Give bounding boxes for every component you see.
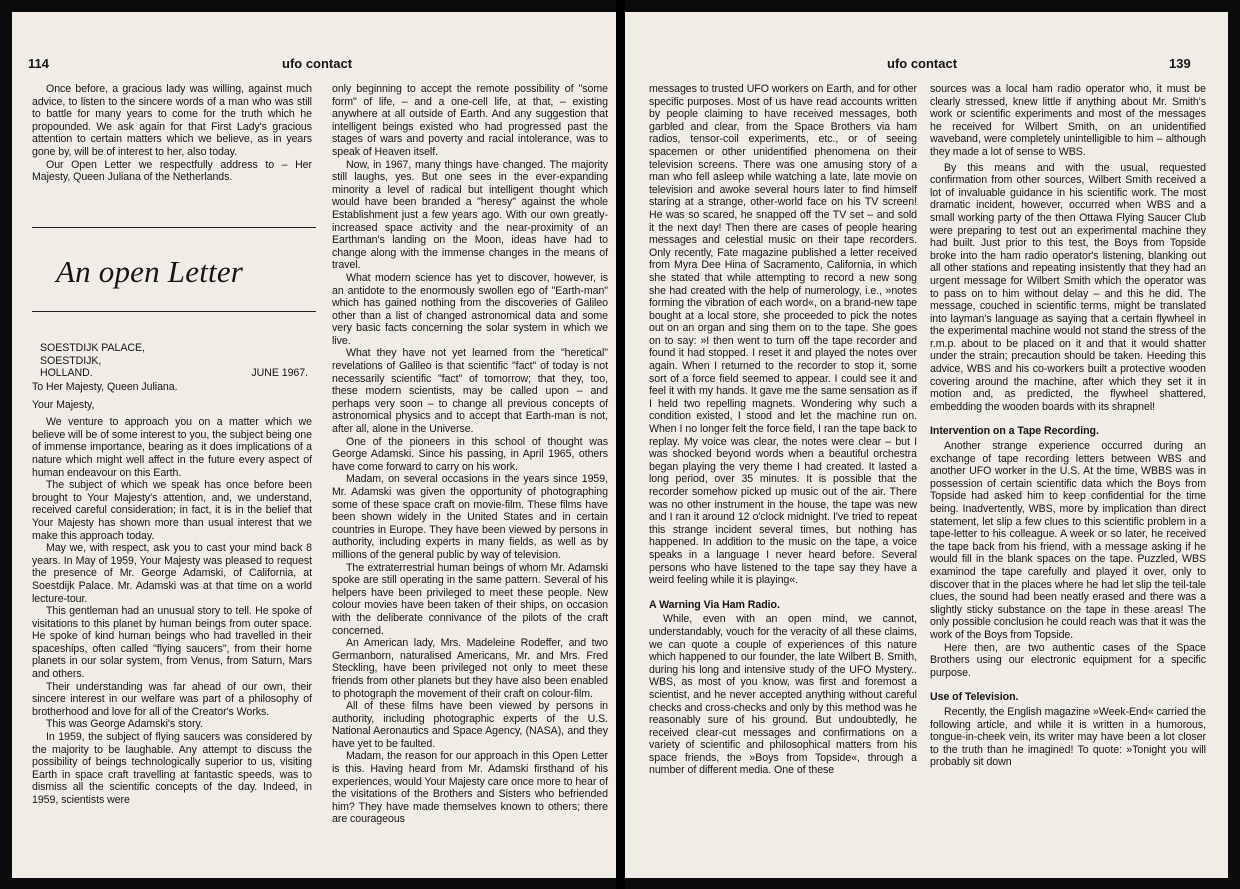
paragraph: We venture to approach you on a matter which we believe will be of some interest to you, the subject being one of immense importance, bearing as it does implications of a nature which might well affect in the future every aspect of human endeavour on this Earth.	[32, 416, 312, 479]
paragraph: Now, in 1967, many things have changed. The majority still laughs, yes. But one sees in the ever-expanding minority a level of radical but intelligent thought which would have been branded a "heresy" against the whole Establishment just a few years ago. With our own greatly-increased space activity and the near-proximity of an Earthman's landing on the Moon, ideas have had to change along with the immense changes in the means of travel.	[332, 158, 608, 272]
paragraph: An American lady, Mrs. Madeleine Rodeffer, and two Germanborn, naturalised Americans, Mr. and Mrs. Fred Steckling, have been privileged not only to meet these friends from other planets but they have also been enabled to photograph the movement of their craft on colour-film.	[332, 637, 608, 700]
left-col1-body	[32, 381, 312, 807]
paragraph: Madam, the reason for our approach in this Open Letter is this. Having heard from Mr. Adamski firsthand of his experiences, would Your Majesty care once more to hear of the visitations of the Brothers and Sisters who befriended him? They have made themselves known to others; there are courageous	[332, 750, 608, 826]
paragraph: Here then, are two authentic cases of the Space Brothers using our electronic equipment for a specific purpose.	[930, 641, 1206, 679]
paragraph: Madam, on several occasions in the years since 1959, Mr. Adamski was given the opportunity of photographing some of these space craft on movie-film. These films have been shown widely in the United States and in certain countries in Europe. They have been viewed by persons in authority, including experts in many fields, as well as by millions of the general public by way of television.	[332, 473, 608, 561]
paragraph: In 1959, the subject of flying saucers was considered by the majority to be laughable. Any attempt to discuss the possibility of beings technologically superior to us, visiting Earth in space craft travelling at fantastic speeds, was to dismiss all the scientific concepts of the day. Indeed, in 1959, scientists were	[32, 731, 312, 806]
paragraph: Once before, a gracious lady was willing, against much advice, to listen to the sincere words of a man who was still to battle for many years to come for the truth which he propounded. We ask again for that First Lady's gracious attention to certain matters which we believe, as in years gone by, will be of interest to her, also today.	[32, 83, 312, 158]
paragraph: All of these films have been viewed by persons in authority, including photographic experts of the U.S. National Aeronautics and Space Agency, (NASA), and they have yet to be faulted.	[332, 700, 608, 750]
right-page	[625, 12, 1228, 878]
section-heading: Use of Television.	[930, 691, 1019, 704]
paragraph: Their understanding was far ahead of our own, their sincere interest in our welfare was part of a philosophy of brotherhood and love for all of the Creator's Works.	[32, 680, 312, 718]
right-col1	[649, 83, 917, 777]
paragraph: The extraterrestrial human beings of whom Mr. Adamski spoke are still operating in the same pattern. Several of his helpers have been privileged to meet these people. New colour movies have been taken of their ships, on occasion with the deliberate connivance of the pilots of the craft concerned.	[332, 561, 608, 637]
section-heading: Intervention on a Tape Recording.	[930, 425, 1099, 438]
left-page	[12, 12, 616, 878]
section-heading: A Warning Via Ham Radio.	[649, 598, 780, 611]
letter-date: JUNE 1967.	[251, 367, 308, 380]
address-line: SOESTDIJK PALACE,	[40, 342, 145, 354]
paragraph: By this means and with the usual, requested confirmation from other sources, Wilbert Smith received a lot of invaluable guidance in his scientific work. The most dramatic incident, however, occurred when WBS and a small working party of the then Ottawa Flying Saucer Club were preparing to test out an experimental machine they had built. Just prior to this test, the Boys from Topside broke into the ham radio operator's listening, blanking out all other stations and repeating insistently that they had an urgent message for Wilbert Smith which the operator was to pass on to him without delay – and this he did. The message, couched in scientific terms, might be translated into layman's language as saying that a certain flywheel in the experimental machine would not stand the stress of the r.m.p. about to be placed on it and that it would shatter under the strain; precaution should be taken. Heeding this advice, WBS and his co-workers built a protective wooden covering around the machine, after which they set it in motion and, as predicted, the flywheel shattered, embedding the wooden boards with its shrapnel!	[930, 161, 1206, 413]
divider	[32, 311, 316, 312]
paragraph: Recently, the English magazine »Week-End« carried the following article, and while it is written in a humorous, tongue-in-cheek vein, its writer may have been a lot closer to the truth than he imagined! To quote: »Tonight you will probably sit down	[930, 705, 1206, 769]
paragraph: messages to trusted UFO workers on Earth, and for other specific purposes. Most of us have read accounts written by people claiming to have received messages, both garbled and clear, from the Space Brothers via ham radios, tensor-coil experiments, etc., or of seeing spacemen or other unidentified phenomena on their television screens. There was one amusing story of a man who fell asleep while watching a late, late movie on television and awoke several hours later to find himself staring at a strange, other-world face on his TV screen! He was so scared, he snapped off the TV set – and sold it the next day! Then there are cases of people hearing messages and celestial music on their tape recorders. Only recently, Fate magazine published a letter received from Myra Dee Hina of Sacramento, California, in which she stated that while attempting to record a new song she had created with the help of numerology, i.e., »notes forming the vibration of each word«, on a brand-new tape bought at a local store, she proceeded to pick the notes out on an organ and sing them on to the tape. She goes on to say: »I then went to turn off the tape recorder and found it had stopped. I reset it and played the notes over again. When I returned to the recorder to stop it, some sort of a force field seemed to appear. I could see it and feel it with my hands. It gave me the same sensation as if I held two repelling magnets. Wondering why such a condition existed, I stood and let the machine run on. When I no longer felt the force field, I ran the tape back to replay. My voice was clear, the notes were clear – but I was shocked beyond words when a beautiful orchestra began playing the very theme I had created. It lasted a long period, over 35 minutes. It is possible that the recorder somehow picked up music out of the air. There was no other instrument in the house, the tape was new and I ran it around 12 o'clock midnight. I've tried to repeat this strange incident several times, but nothing has happened. In addition to the music on the tape, a voice speaks in a language I never heard before. Several persons who have listened to the tape say they have a weird feeling while it is playing«.	[649, 83, 917, 587]
paragraph: May we, with respect, ask you to cast your mind back 8 years. In May of 1959, Your Majesty was pleased to request the presence of Mr. George Adamski, of California, at Soestdijk Palace. Mr. Adamski was at that time on a world lecture-tour.	[32, 542, 312, 605]
paragraph: What they have not yet learned from the "heretical" revelations of Galileo is that scientific "fact" of today is not necessarily scientific "fact" of tomorrow; that they, too, these modern scientists, may be called upon – and perhaps very soon – to change all previous concepts of astronomical physics and to accept that Earth-man is not, after all, alone in the Universe.	[332, 347, 608, 436]
address-line: SOESTDIJK,	[40, 354, 102, 367]
paragraph: This gentleman had an unusual story to tell. He spoke of visitations to this planet by human beings from outer space. He spoke of kind human beings who had travelled in their spaceships, often called "flying saucers", from their home planets in our solar system, from Venus, from Saturn, Mars and others.	[32, 605, 312, 681]
left-col1-intro	[32, 83, 312, 184]
paragraph: The subject of which we speak has once before been brought to Your Majesty's attention, and, we understand, received careful consideration; in fact, it is in the belief that Your Majesty has shown more than usual interest that we make this approach today.	[32, 479, 312, 542]
divider	[32, 227, 316, 228]
address-block	[40, 342, 308, 380]
paragraph: What modern science has yet to discover, however, is an antidote to the enormously swollen ego of "Earth-man" which has gained nothing from the discoveries of Galileo other than a list of changed astronomical data and some very basic facts concerning the solar system in which we live.	[332, 271, 608, 347]
running-head: ufo contact	[887, 56, 958, 71]
paragraph: One of the pioneers in this school of thought was George Adamski. Since his passing, in April 1965, others have come forward to carry on his work.	[332, 435, 608, 473]
paragraph: This was George Adamski's story.	[46, 718, 203, 731]
article-headline: An open Letter	[56, 254, 244, 289]
paragraph: Our Open Letter we respectfully address to – Her Majesty, Queen Juliana of the Netherlands.	[32, 158, 312, 184]
page-number: 114	[28, 56, 49, 71]
right-col2	[930, 83, 1206, 769]
paragraph: While, even with an open mind, we cannot, understandably, vouch for the veracity of all these claims, we can quote a couple of experiences of this nature which happened to our founder, the late Wilbert B. Smith, during his long and intensive study of the UFO Mystery.. WBS, as most of you know, was first and foremost a scientist, and he never accepted anything without careful checks and cross-checks and only by this method was he reasonably sure of his ground. But undoubtedly, he received clear-cut messages and confirmations on a variety of scientific and philosophical matters from his space friends, the »Boys from Topside«, through a number of different media. One of these	[649, 613, 917, 777]
paragraph: only beginning to accept the remote possibility of "some form" of life, – and a one-cell life, at that, – existing anywhere at all outside of Earth. And any suggestion that intelligent beings existed who had progressed past the stages of wars and poverty and racial intolerance, was to speak of Heaven itself.	[332, 83, 608, 158]
page-number: 139	[1169, 56, 1191, 71]
paragraph: Another strange experience occurred during an exchange of tape recording letters between WBS and another UFO worker in the U.S. At the time, WBBS was in possession of certain scientific data which the Boys from Topside had asked him to keep confidential for the time being. Inadvertently, WBS, more by implication than direct statement, let slip a few clues to this scientific problem in a tape-letter to his colleague. A week or so later, he received the tape back from his friend, with a message asking if he would fill in the blank spaces on the tape. Puzzled, WBS examinod the tape carefully and played it over, only to discover that in the places where he had let slip the teil-tale clues, the sound had been neatly erased and there was a slightly sticky substance on the tape in these areas! The only possible conclusion he could reach was that it was the work of the Boys from Topside.	[930, 440, 1206, 641]
book-gutter	[616, 0, 625, 889]
address-line: HOLLAND.	[40, 367, 93, 380]
paragraph: sources was a local ham radio operator who, it must be clearly stressed, knew little if anything about Mr. Smith's work or scientific experiments and most of the messages he received for Wilbert Smith, on an unidentified waveband, were completely unintelligible to him – although they made a lot of sense to WBS.	[930, 83, 1206, 158]
left-col2	[332, 83, 608, 826]
running-head: ufo contact	[282, 56, 353, 71]
to-line: To Her Majesty, Queen Juliana.	[32, 381, 178, 393]
salutation: Your Majesty,	[32, 398, 95, 411]
